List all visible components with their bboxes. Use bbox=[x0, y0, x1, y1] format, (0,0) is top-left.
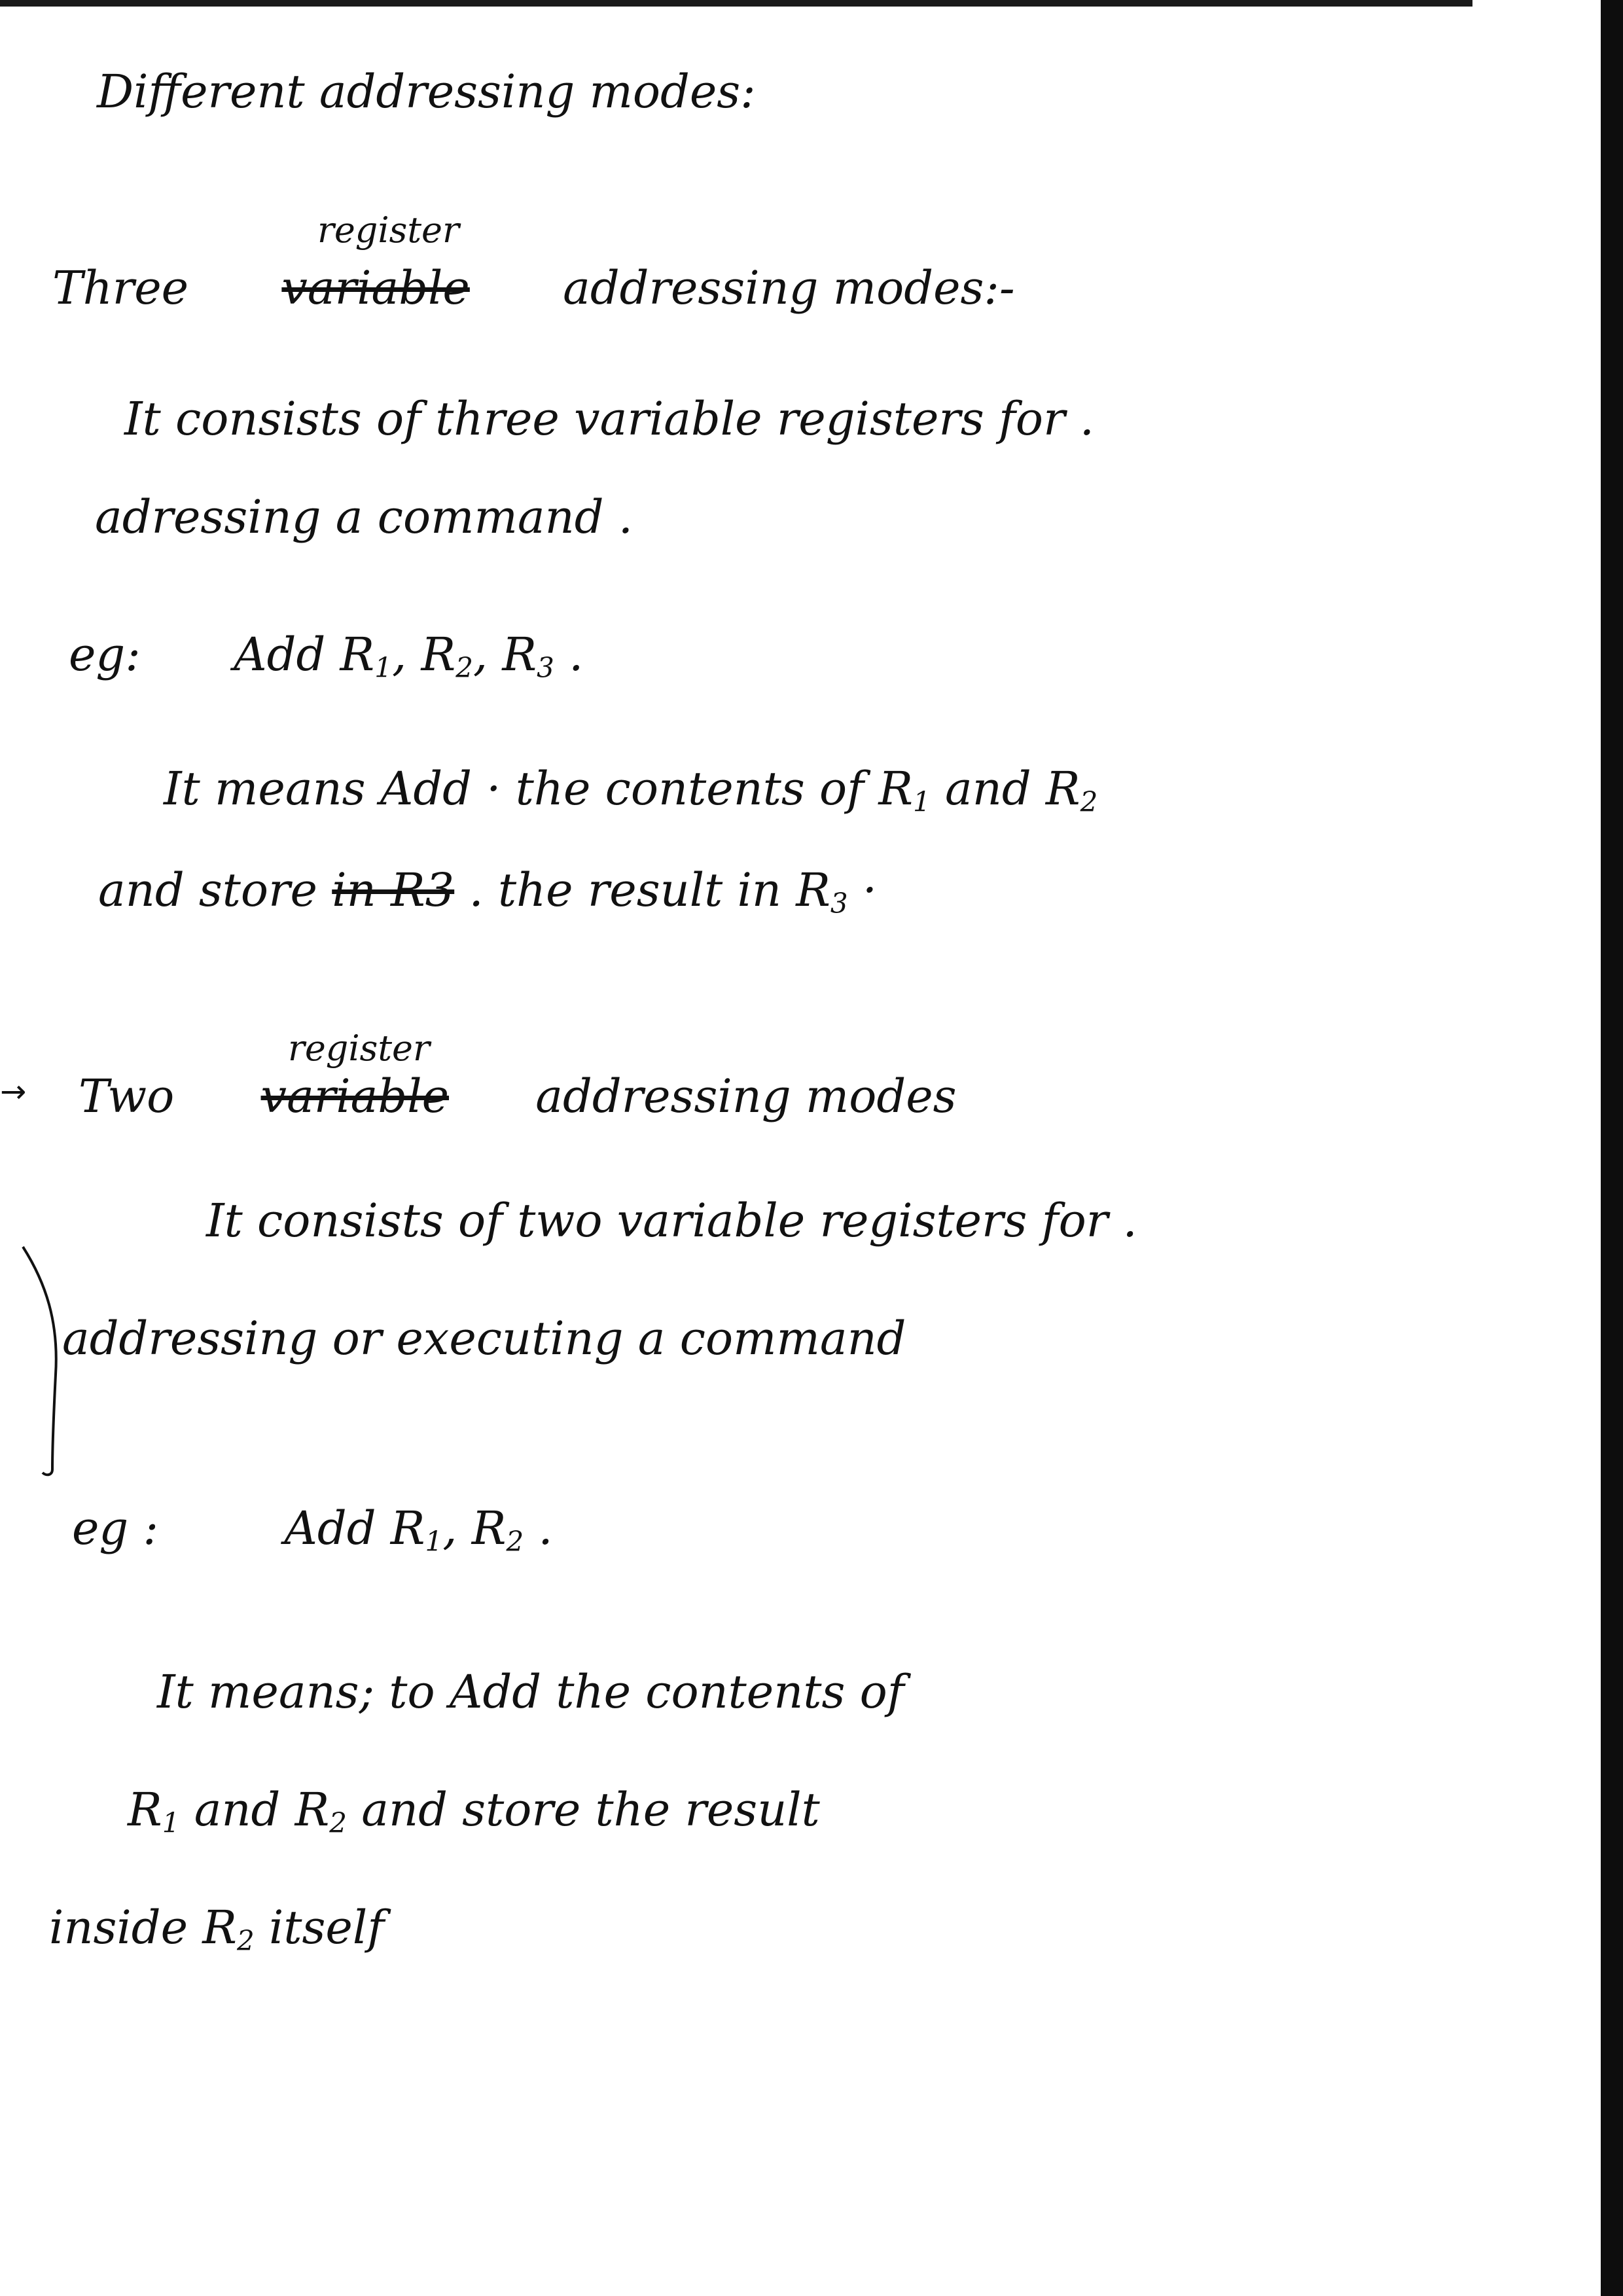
title-word-addressing-modes: addressing modes:- bbox=[563, 261, 1015, 315]
example-instruction-2: Add $R_1$, $R_2$ . bbox=[284, 1501, 553, 1558]
two-register-example bbox=[72, 1501, 553, 1558]
insert-word-register-2: register bbox=[288, 1028, 430, 1069]
two-register-body-line-2: addressing or executing a command bbox=[62, 1312, 906, 1365]
example-label-2: eg : bbox=[72, 1501, 159, 1555]
two-register-title bbox=[79, 1069, 957, 1123]
page-edge-right bbox=[1601, 0, 1623, 2296]
two-register-body-line-1: It consists of two variable registers for . bbox=[206, 1194, 1137, 1247]
three-register-meaning: It means Add · the contents of $R_1$ and $R_2$ bbox=[164, 762, 1098, 818]
three-register-title bbox=[52, 261, 1015, 315]
two-register-meaning: It means; to Add the contents of bbox=[157, 1665, 904, 1719]
example-label: eg: bbox=[69, 628, 141, 681]
title-word-variable-struck-2: variable bbox=[260, 1069, 450, 1123]
page-edge-top bbox=[0, 0, 1472, 7]
three-register-store: and store in R3 . the result in $R_3$ · bbox=[98, 863, 878, 920]
struck-text: in R3 bbox=[332, 863, 455, 917]
two-register-store: $R_1$ and $R_2$ and store the result bbox=[128, 1783, 820, 1839]
two-register-inside: inside $R_2$ itself bbox=[49, 1901, 385, 1957]
title-word-three: Three bbox=[52, 261, 189, 315]
three-register-body-line-2: adressing a command . bbox=[95, 490, 633, 544]
title-word-variable-struck: variable bbox=[281, 261, 470, 315]
three-register-body-line-1: It consists of three variable registers for . bbox=[124, 392, 1095, 446]
title-word-addressing-modes-2: addressing modes bbox=[535, 1069, 957, 1123]
insert-word-register: register bbox=[317, 209, 459, 251]
example-instruction: Add $R_1$, $R_2$, $R_3$ . bbox=[234, 628, 584, 684]
section-arrow-marker: → bbox=[0, 1073, 27, 1110]
three-register-example bbox=[69, 628, 584, 684]
page-heading: Different addressing modes: bbox=[97, 65, 756, 118]
title-word-two: Two bbox=[79, 1069, 175, 1123]
